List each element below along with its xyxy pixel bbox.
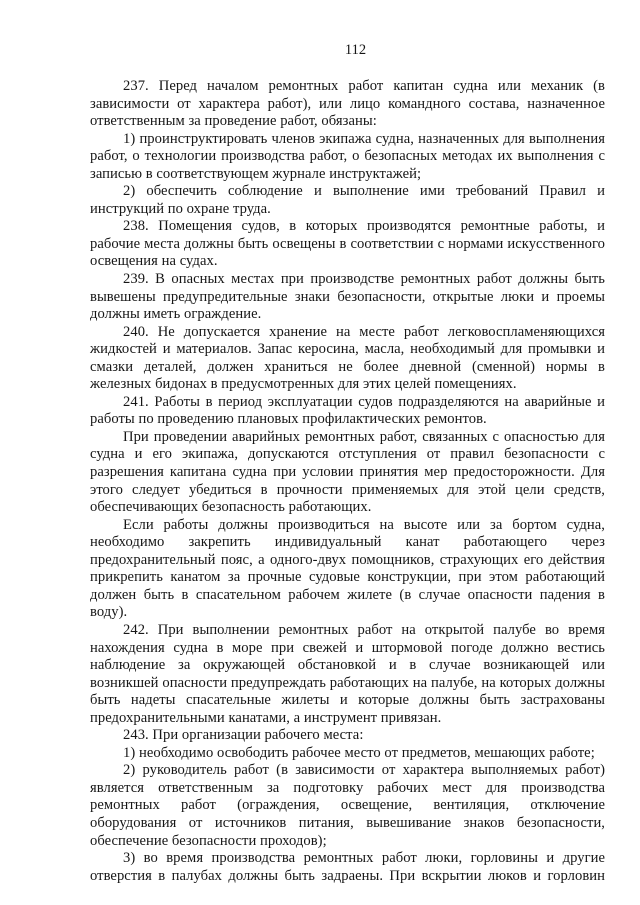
paragraph-237-item-1: 1) проинструктировать членов экипажа судна, назначенных для выполнения работ, о технологии производства работ, о безопасных методах их выполнения с записью в соответствующем журнале инструктажей; [90,130,605,182]
paragraph-237-item-2: 2) обеспечить соблюдение и выполнение ими требований Правил и инструкций по охране труда. [90,183,605,217]
paragraph-241-height-work: Если работы должны производиться на высоте или за бортом судна, необходимо закрепить индивидуальный канат работающего через предохранительный пояс, а одного-двух помощников, страхующих его действия прикрепить канатом за прочные судовые конструкции, при этом работающий должен быть в спасательном рабочем жилете (в случае опасности падения в воду). [90,516,605,621]
paragraph-238: 238. Помещения судов, в которых производятся ремонтные работы, и рабочие места должны быть освещены в соответствии с нормами искусственного освещения на судах. [90,218,605,270]
paragraph-242: 242. При выполнении ремонтных работ на открытой палубе во время нахождения судна в море при свежей и штормовой погоде должно вестись наблюдение за окружающей обстановкой и в случае возникающей или возникшей опасности предупреждать работающих на палубе, на которых должны быть надеты спасательные жилеты и которые должны быть застрахованы предохранительными канатами, а инструмент привязан. [90,621,605,726]
page-number: 112 [344,42,367,58]
paragraph-243-item-2: 2) руководитель работ (в зависимости от характера выполняемых работ) является ответственным за подготовку рабочих мест для производства ремонтных работ (ограждения, освещение, вентиляция, отключение оборудования от источников питания, вывешивание знаков безопасности, обеспечение безопасности проходов); [90,762,605,849]
paragraph-241-emergency: При проведении аварийных ремонтных работ, связанных с опасностью для судна и его экипажа, допускаются отступления от правил безопасности с разрешения капитана судна при условии принятия мер предосторожности. Для этого следует убедиться в прочности применяемых для этой цели средств, обеспечивающих безопасность работающих. [90,428,605,516]
paragraph-239: 239. В опасных местах при производстве ремонтных работ должны быть вывешены предупредительные знаки безопасности, открытые люки и проемы должны иметь ограждение. [90,271,605,323]
document-body [90,78,605,885]
paragraph-237: 237. Перед началом ремонтных работ капитан судна или механик (в зависимости от характера работ), или лицо командного состава, назначенное ответственным за проведение работ, обязаны: [90,78,605,130]
paragraph-243-item-1: 1) необходимо освободить рабочее место от предметов, мешающих работе; [123,744,595,761]
paragraph-243: 243. При организации рабочего места: [123,727,364,744]
paragraph-241: 241. Работы в период эксплуатации судов подразделяются на аварийные и работы по проведению плановых профилактических ремонтов. [90,393,605,428]
paragraph-243-item-3: 3) во время производства ремонтных работ люки, горловины и другие отверстия в палубах должны быть задраены. При вскрытии люков и горловин [90,850,605,884]
paragraph-240: 240. Не допускается хранение на месте работ легковоспламеняющихся жидкостей и материалов. Запас керосина, масла, необходимый для промывки и смазки деталей, должен храниться не более дневной (сменной) нормы в железных бидонах в предусмотренных для этих целей помещениях. [90,323,605,393]
